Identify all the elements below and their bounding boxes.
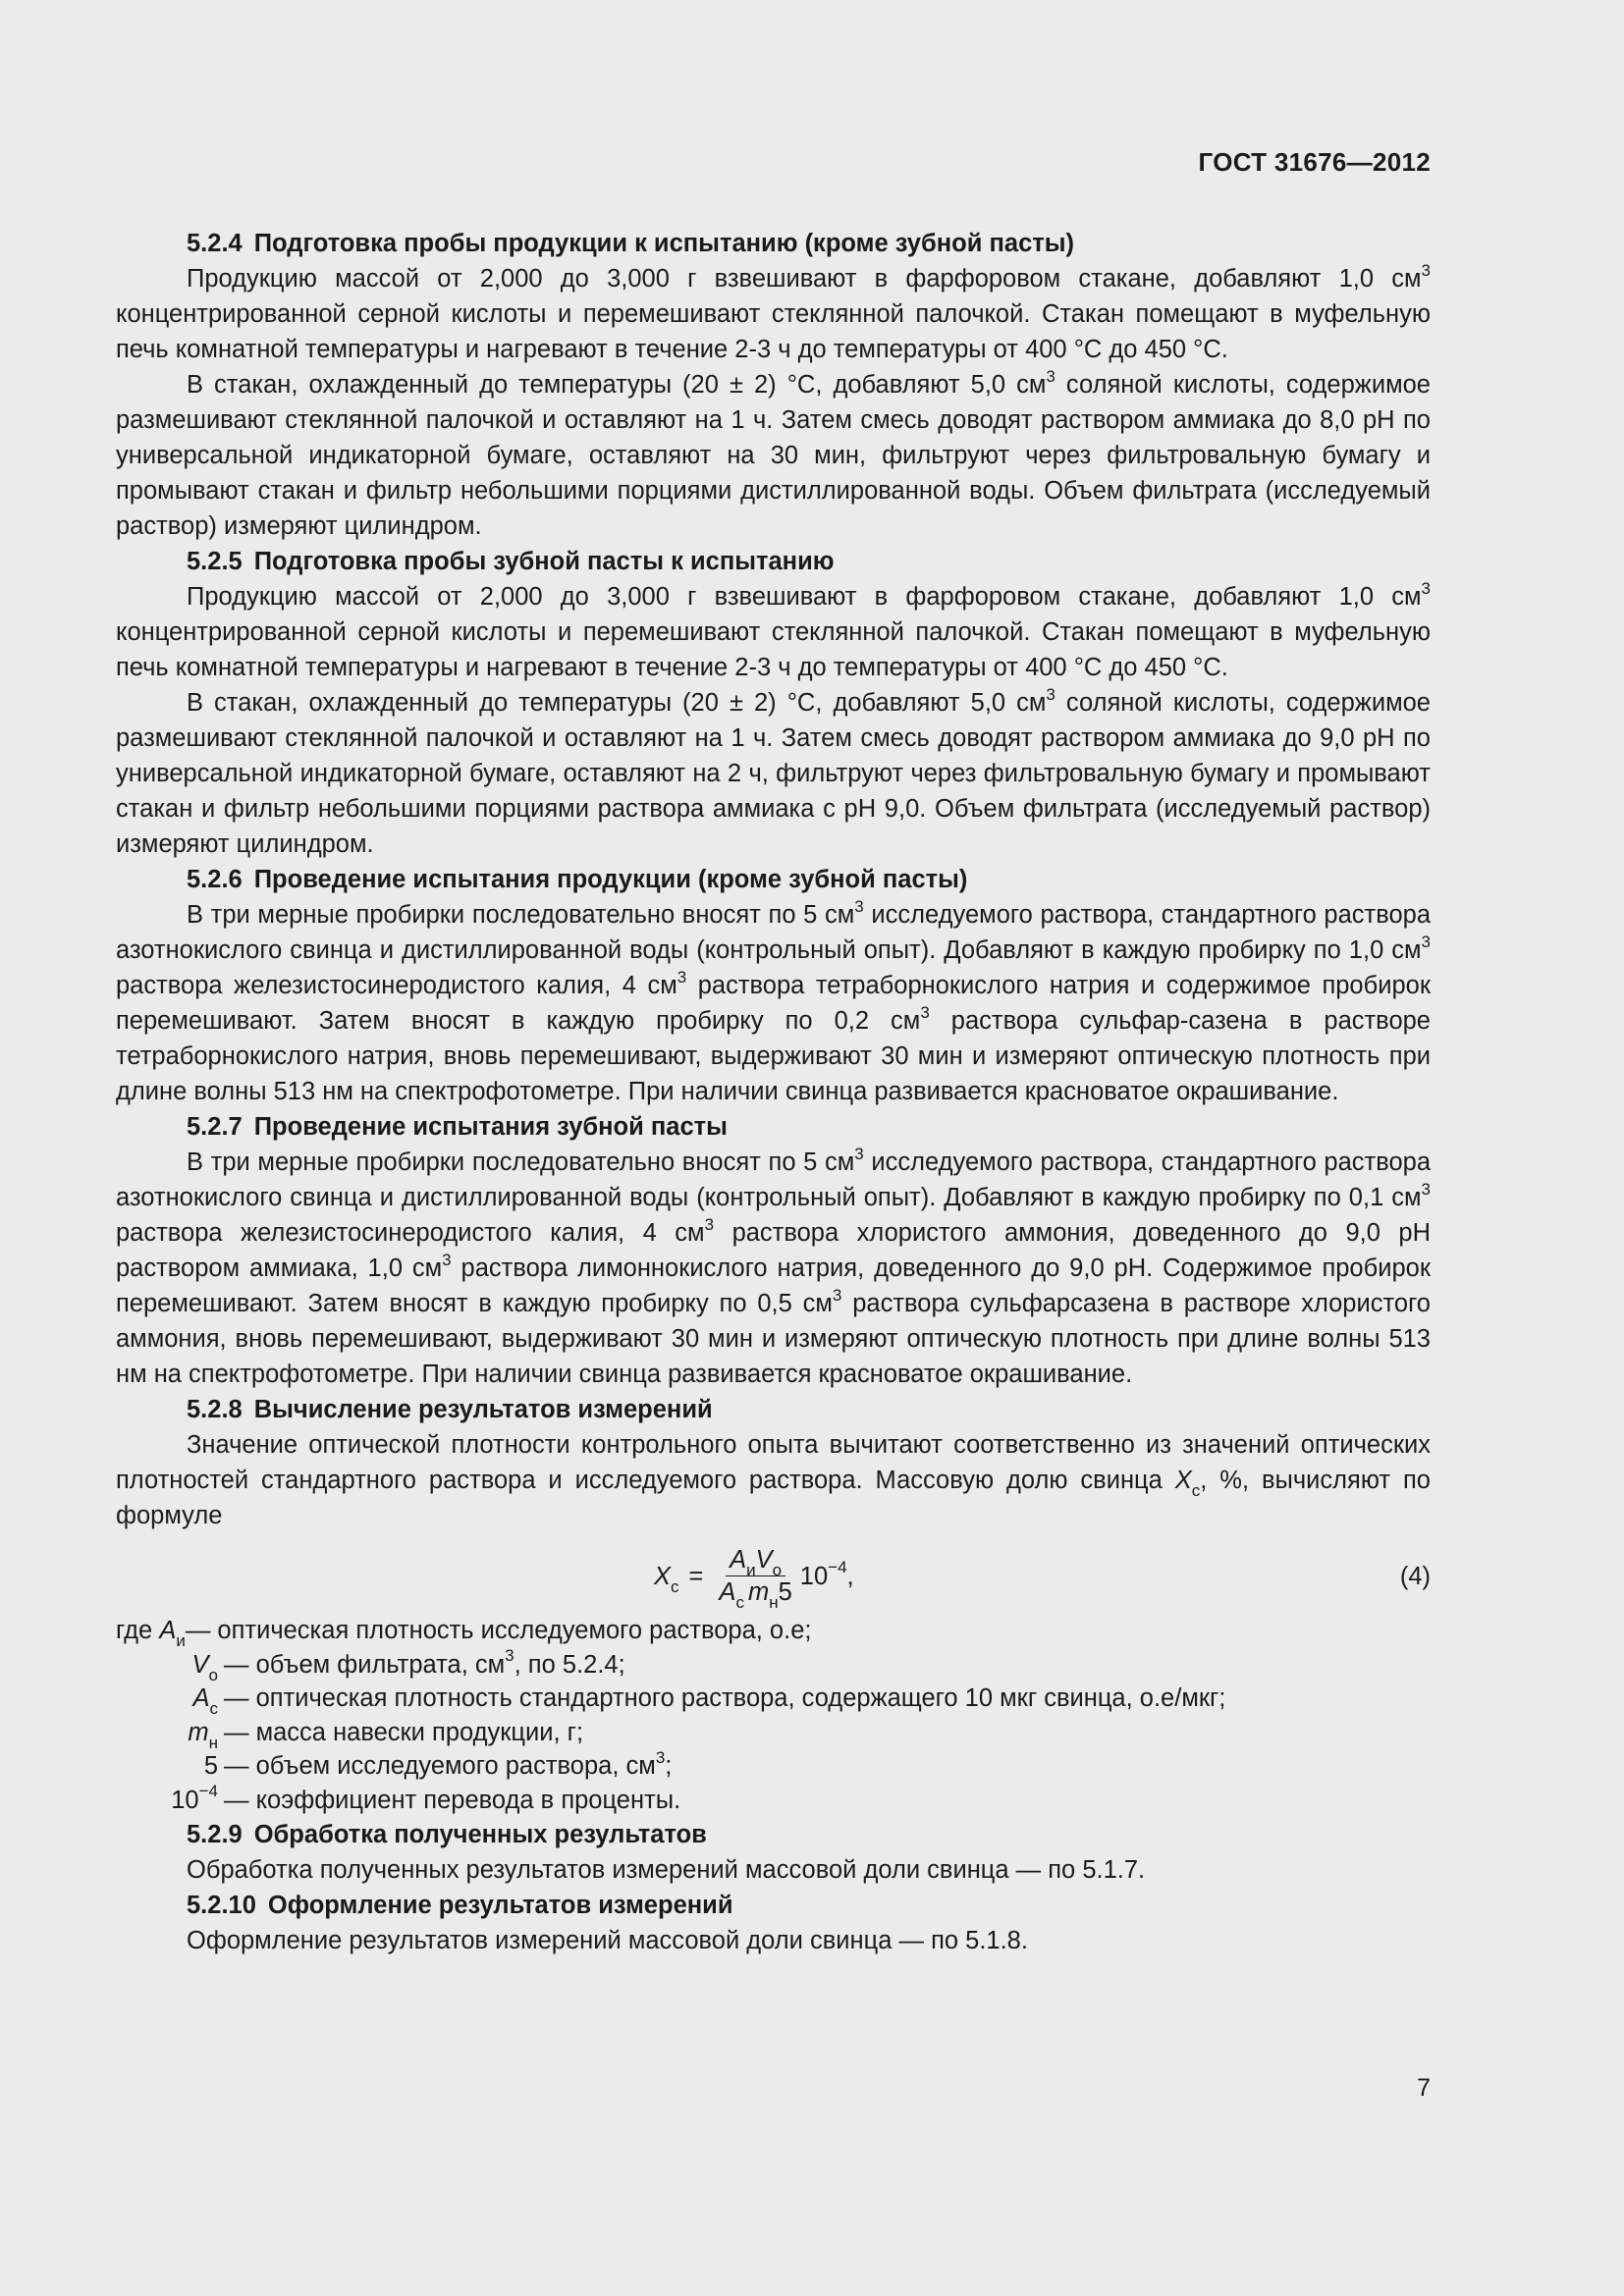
legend-row: $m_н$ — масса навески продукции, г; <box>188 1718 584 1752</box>
formula-block <box>116 1537 1431 1613</box>
section-title: Вычисление результатов измерений <box>253 1396 713 1423</box>
section-number: 5.2.10 <box>187 1892 256 1919</box>
paragraph: Оформление результатов измерений массовой доли свинца — по 5.1.8. <box>187 1927 1028 1954</box>
legend-row: $A_с$ — оптическая плотность стандартного раствора, содержащего 10 мкг свинца, о.е/мкг; <box>192 1684 1226 1719</box>
section-heading-5-2-10 <box>116 1888 1431 1923</box>
formula-fraction: $\frac{A_иV_о}{A_с m_н5}$ <box>719 1546 792 1613</box>
symbol-legend <box>116 1614 1431 1817</box>
paragraph: В стакан, охлажденный до температуры (20 ± 2) °С, добавляют 5,0 $см^3$ соляной кислоты, содержимое размешивают стеклянной палочкой и оставляют на 1 ч. Затем смесь доводят раствором аммиака до 8,0 рН по универсальной индикаторной бумаге, оставляют на 30 мин, фильтруют через фильтровальную бумагу и промывают стакан и фильтр небольшими порциями дистиллированной воды. Объем фильтрата (исследуемый раствор) измеряют цилиндром. <box>116 366 1431 540</box>
paragraph: Значение оптической плотности контрольного опыта вычитают соответственно из значений оптических плотностей стандартного раствора и исследуемого раствора. Массовую долю свинца $X_c$, %, вычисляют по формуле <box>116 1431 1431 1529</box>
section-number: 5.2.8 <box>187 1396 243 1423</box>
paragraph: В стакан, охлажденный до температуры (20 ± 2) °С, добавляют 5,0 $см^3$ соляной кислоты, содержимое размешивают стеклянной палочкой и оставляют на 1 ч. Затем смесь доводят раствором аммиака до 9,0 рН по универсальной индикаторной бумаге, оставляют на 2 ч, фильтруют через фильтровальную бумагу и промывают стакан и фильтр небольшими порциями раствора аммиака с рН 9,0. Объем фильтрата (исследуемый раствор) измеряют цилиндром. <box>116 684 1431 858</box>
paragraph: Продукцию массой от 2,000 до 3,000 г взвешивают в фарфоровом стакане, добавляют 1,0 $см^3$ концентрированной серной кислоты и перемешивают стеклянной палочкой. Стакан помещают в муфельную печь комнатной температуры и нагревают в течение 2-3 ч до температуры от 400 °С до 450 °С. <box>116 260 1431 363</box>
section-heading-5-2-9 <box>116 1817 1431 1852</box>
legend-row: $10^{-4}$ — коэффициент перевода в проценты. <box>171 1782 681 1814</box>
paragraph: Продукцию массой от 2,000 до 3,000 г взвешивают в фарфоровом стакане, добавляют 1,0 $см^3$ концентрированной серной кислоты и перемешивают стеклянной палочкой. Стакан помещают в муфельную печь комнатной температуры и нагревают в течение 2-3 ч до температуры от 400 °С до 450 °С. <box>116 578 1431 681</box>
section-number: 5.2.9 <box>187 1821 243 1848</box>
section-heading-5-2-4 <box>116 226 1431 261</box>
legend-row: $V_о$ — объем фильтрата, $см^3$, по 5.2.4; <box>191 1646 625 1684</box>
section-number: 5.2.5 <box>187 548 243 575</box>
page-number: 7 <box>1417 2074 1431 2102</box>
document-id-header: ГОСТ 31676—2012 <box>1198 147 1431 177</box>
section-heading-5-2-7 <box>116 1109 1431 1145</box>
document-body <box>116 226 1431 1958</box>
section-title: Подготовка пробы продукции к испытанию (кроме зубной пасты) <box>253 230 1075 257</box>
section-title: Подготовка пробы зубной пасты к испытанию <box>253 548 835 575</box>
section-number: 5.2.6 <box>187 866 243 893</box>
paragraph: В три мерные пробирки последовательно вносят по 5 $см^3$ исследуемого раствора, стандартного раствора азотнокислого свинца и дистиллированной воды (контрольный опыт). Добавляют в каждую пробирку по 0,1 $см^3$ раствора железистосинеродистого калия, 4 $см^3$ раствора хлористого аммония, доведенного до 9,0 рН раствором аммиака, 1,0 $см^3$ раствора лимоннокислого натрия, доведенного до 9,0 рН. Содержимое пробирок перемешивают. Затем вносят в каждую пробирку по 0,5 $см^3$ раствора сульфарсазена в растворе хлористого аммония, вновь перемешивают, выдерживают 30 мин и измеряют оптическую плотность при длине волны 513 нм на спектрофотометре. При наличии свинца развивается красноватое окрашивание. <box>116 1144 1432 1388</box>
section-heading-5-2-8 <box>116 1392 1431 1427</box>
section-title: Оформление результатов измерений <box>267 1892 733 1919</box>
formula-4: $X_c$ = $\frac{A_иV_о}{A_с m_н5}$ $10^{-4}$, <box>654 1546 854 1613</box>
equation-number: (4) <box>1399 1563 1431 1590</box>
paragraph: Обработка полученных результатов измерений массовой доли свинца — по 5.1.7. <box>187 1856 1146 1884</box>
section-title: Обработка полученных результатов <box>253 1821 707 1848</box>
section-title: Проведение испытания зубной пасты <box>253 1113 728 1141</box>
section-heading-5-2-6 <box>116 862 1431 897</box>
legend-row: где $A_и$ — оптическая плотность исследуемого раствора, о.е; <box>116 1617 812 1651</box>
paragraph: В три мерные пробирки последовательно вносят по 5 $см^3$ исследуемого раствора, стандартного раствора азотнокислого свинца и дистиллированной воды (контрольный опыт). Добавляют в каждую пробирку по 1,0 $см^3$ раствора железистосинеродистого калия, 4 $см^3$ раствора тетраборнокислого натрия и содержимое пробирок перемешивают. Затем вносят в каждую пробирку по 0,2 $см^3$ раствора сульфар-сазена в растворе тетраборнокислого натрия, вновь перемешивают, выдерживают 30 мин и измеряют оптическую плотность при длине волны 513 нм на спектрофотометре. При наличии свинца развивается красноватое окрашивание. <box>116 896 1432 1105</box>
section-number: 5.2.7 <box>187 1113 243 1141</box>
section-number: 5.2.4 <box>187 230 243 257</box>
section-title: Проведение испытания продукции (кроме зубной пасты) <box>253 866 968 893</box>
legend-row: 5 — объем исследуемого раствора, $см^3$; <box>203 1747 673 1780</box>
section-heading-5-2-5 <box>116 544 1431 579</box>
